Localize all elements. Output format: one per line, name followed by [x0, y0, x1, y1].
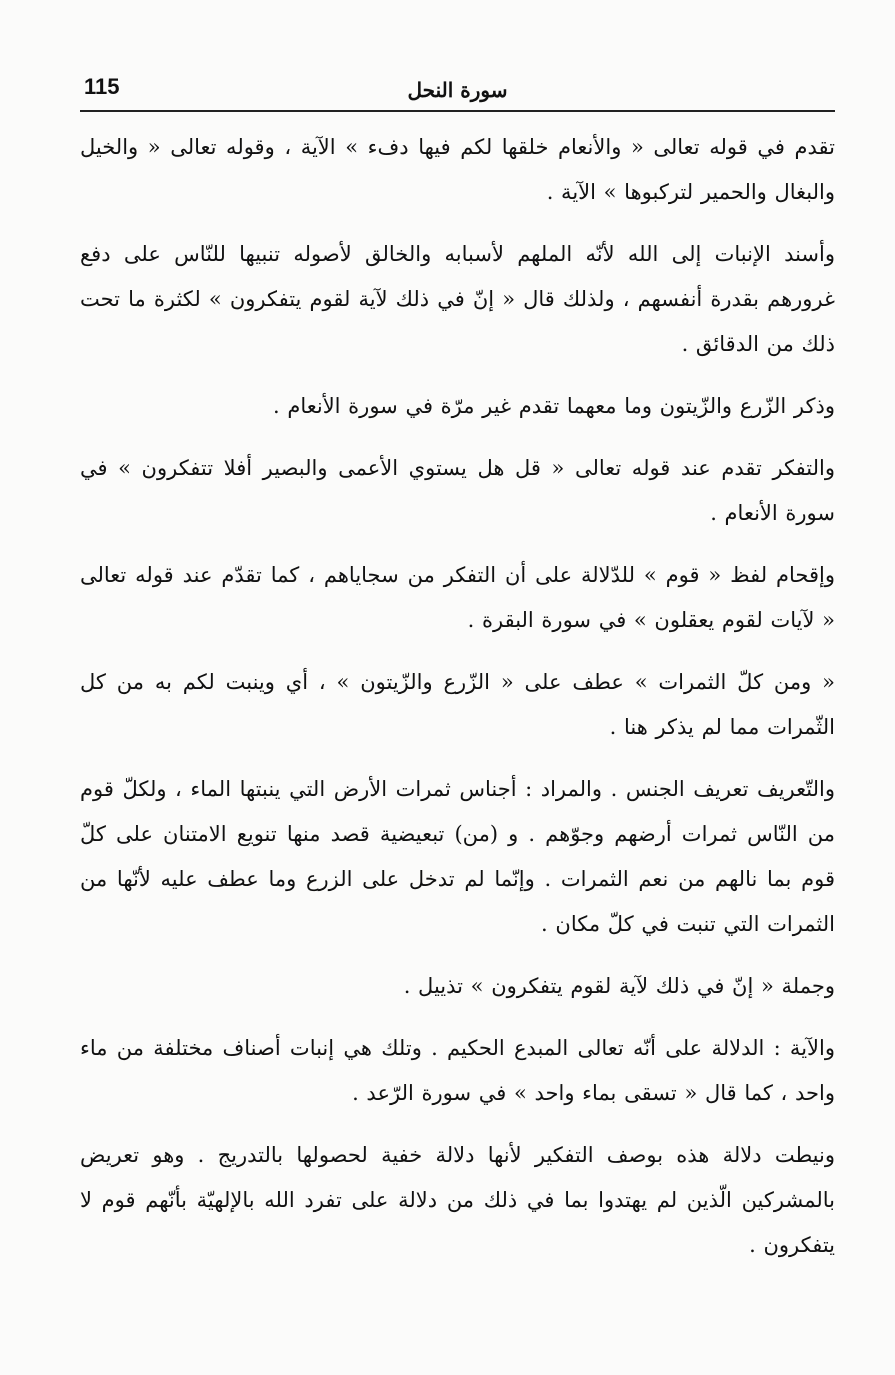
paragraph-3: وذكر الزّرع والزّيتون وما معهما تقدم غير مرّة في سورة الأنعام . [272, 394, 835, 418]
paragraph-8: وجملة « إنّ في ذلك لآية لقوم يتفكرون » تذييل . [403, 974, 835, 998]
page-number: 115 [84, 74, 120, 99]
paragraph-6: « ومن كلّ الثمرات » عطف على « الزّرع والزّيتون » ، أي وينبت لكم به من كل الثّمرات مما لم يذكر هنا . [80, 670, 835, 739]
paragraph-10: ونيطت دلالة هذه بوصف التفكير لأنها دلالة خفية لحصولها بالتدريج . وهو تعريض بالمشركين الّذين لم يهتدوا بما في ذلك من دلالة على تفرد الله بالإلهيّة بأنّهم قوم لا يتفكرون . [80, 1143, 835, 1257]
paragraph-9: والآية : الدلالة على أنّه تعالى المبدع الحكيم . وتلك هي إنبات أصناف مختلفة من ماء واحد ، كما قال « تسقى بماء واحد » في سورة الرّعد . [80, 1036, 835, 1105]
running-title: سورة النحل [407, 78, 508, 102]
paragraph-7: والتّعريف تعريف الجنس . والمراد : أجناس ثمرات الأرض التي ينبتها الماء ، ولكلّ قوم من النّاس ثمرات أرضهم وجوّهم . و (من) تبعيضية قصد منها تنويع الامتنان على كلّ قوم بما نالهم من نعم الثمرات . وإنّما لم تدخل على الزرع وما عطف عليه لأنّها من الثمرات التي تنبت في كلّ مكان . [80, 777, 835, 936]
paragraph-4: والتفكر تقدم عند قوله تعالى « قل هل يستوي الأعمى والبصير أفلا تتفكرون » في سورة الأنعام . [80, 456, 835, 525]
body-text [80, 125, 835, 1285]
page-header [80, 72, 835, 112]
paragraph-5: وإقحام لفظ « قوم » للدّلالة على أن التفكر من سجاياهم ، كما تقدّم عند قوله تعالى « لآيات لقوم يعقلون » في سورة البقرة . [80, 563, 835, 632]
paragraph-2: وأسند الإنبات إلى الله لأنّه الملهم لأسبابه والخالق لأصوله تنبيها للنّاس على دفع غرورهم بقدرة أنفسهم ، ولذلك قال « إنّ في ذلك لآية لقوم يتفكرون » لكثرة ما تحت ذلك من الدقائق . [80, 242, 835, 356]
paragraph-1: تقدم في قوله تعالى « والأنعام خلقها لكم فيها دفء » الآية ، وقوله تعالى « والخيل والبغال والحمير لتركبوها » الآية . [80, 135, 835, 204]
